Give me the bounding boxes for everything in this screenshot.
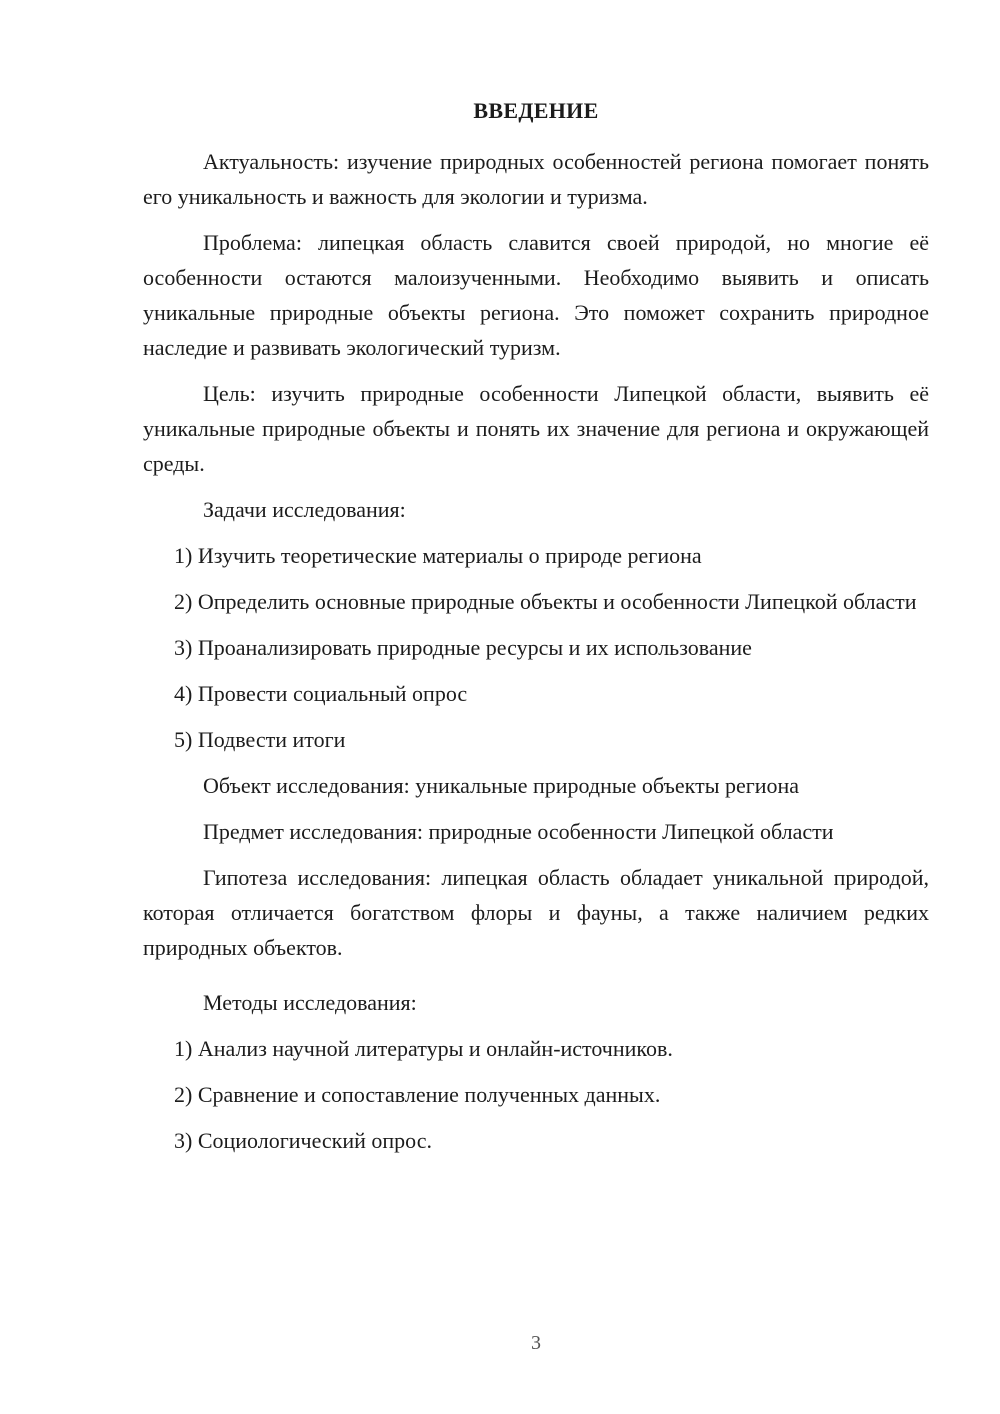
methods-heading: Методы исследования: bbox=[203, 990, 417, 1015]
goal-paragraph: Цель: изучить природные особенности Липецкой области, выявить её уникальные природные объекты и понять их значение для региона и окружающей среды. bbox=[143, 381, 929, 476]
problem-paragraph: Проблема: липецкая область славится своей природой, но многие её особенности остаются малоизученными. Необходимо выявить и описать уникальные природные объекты региона. Это поможет сохранить природное наследие и развивать экологический туризм. bbox=[143, 230, 929, 360]
document-body bbox=[143, 144, 929, 1169]
subject-paragraph: Предмет исследования: природные особенности Липецкой области bbox=[203, 819, 834, 844]
tasks-heading: Задачи исследования: bbox=[203, 497, 406, 522]
page-number: 3 bbox=[531, 1332, 541, 1354]
section-title: ВВЕДЕНИЕ bbox=[473, 98, 599, 123]
task-item: 3) Проанализировать природные ресурсы и их использование bbox=[174, 635, 752, 660]
task-item: 5) Подвести итоги bbox=[174, 727, 346, 752]
task-item: 2) Определить основные природные объекты и особенности Липецкой области bbox=[174, 589, 917, 614]
hypothesis-paragraph: Гипотеза исследования: липецкая область обладает уникальной природой, которая отличается богатством флоры и фауны, а также наличием редких природных объектов. bbox=[143, 865, 929, 960]
method-item: 1) Анализ научной литературы и онлайн-источников. bbox=[174, 1036, 673, 1061]
object-paragraph: Объект исследования: уникальные природные объекты региона bbox=[203, 773, 800, 798]
relevance-paragraph: Актуальность: изучение природных особенностей региона помогает понять его уникальность и важность для экологии и туризма. bbox=[143, 149, 929, 209]
task-item: 1) Изучить теоретические материалы о природе региона bbox=[174, 543, 702, 568]
method-item: 2) Сравнение и сопоставление полученных данных. bbox=[174, 1082, 661, 1107]
method-item: 3) Социологический опрос. bbox=[174, 1128, 432, 1153]
task-item: 4) Провести социальный опрос bbox=[174, 681, 468, 706]
